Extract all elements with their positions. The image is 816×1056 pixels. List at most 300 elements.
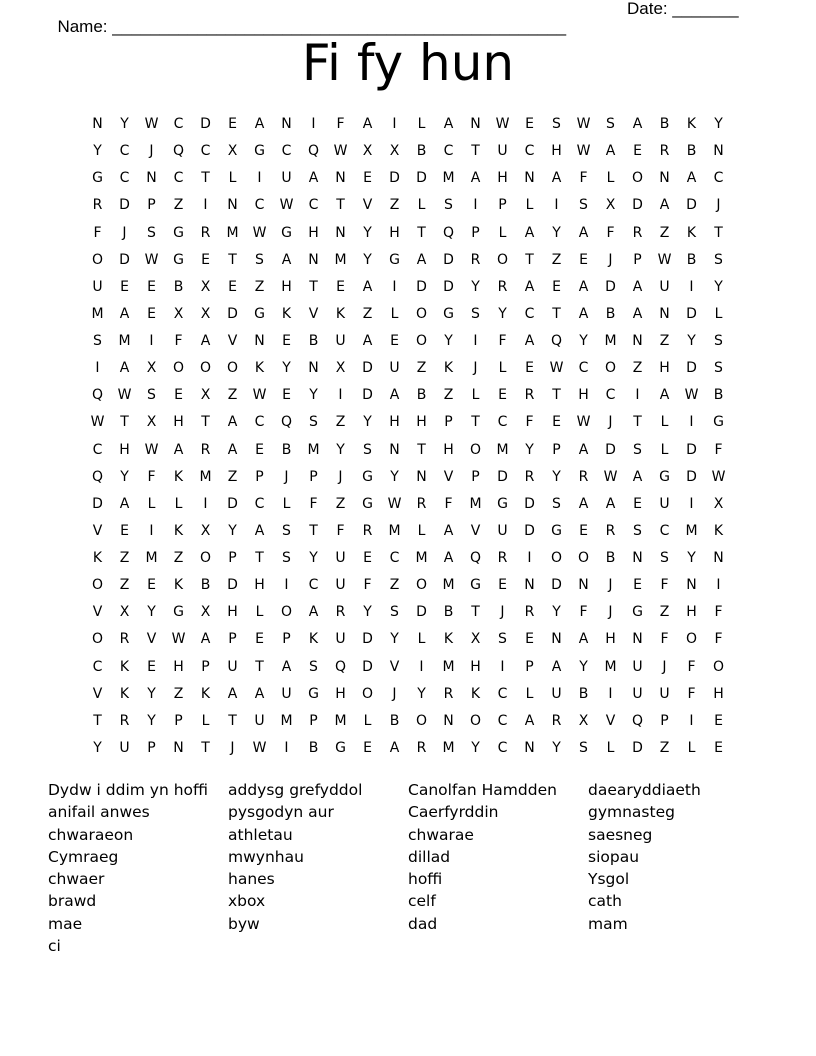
grid-letter: O bbox=[469, 441, 482, 458]
grid-letter: Y bbox=[687, 333, 696, 349]
grid-letter: F bbox=[336, 116, 345, 132]
grid-letter: O bbox=[172, 360, 185, 377]
grid-letter: O bbox=[496, 251, 509, 268]
grid-letter: I bbox=[338, 387, 343, 404]
grid-letter: G bbox=[659, 468, 670, 485]
grid-letter: E bbox=[147, 658, 156, 675]
grid-letter: A bbox=[362, 278, 373, 295]
grid-letter: O bbox=[712, 658, 725, 675]
grid-letter: G bbox=[389, 251, 400, 268]
grid-letter: K bbox=[173, 522, 184, 539]
grid-letter: A bbox=[227, 685, 238, 702]
grid-letter: L bbox=[498, 360, 507, 377]
grid-letter: C bbox=[92, 441, 103, 458]
grid-letter: R bbox=[200, 224, 211, 241]
grid-letter: X bbox=[200, 278, 211, 295]
grid-letter: L bbox=[417, 116, 426, 132]
word-bank-item: siopau bbox=[588, 847, 640, 866]
header bbox=[48, 0, 748, 36]
grid-letter: D bbox=[443, 278, 454, 295]
grid-letter: Y bbox=[579, 658, 588, 675]
grid-letter: G bbox=[92, 170, 103, 187]
grid-letter: K bbox=[443, 631, 454, 648]
grid-letter: D bbox=[686, 305, 697, 322]
grid-letter: Y bbox=[417, 685, 426, 702]
grid-letter: Z bbox=[173, 685, 184, 702]
grid-letter: C bbox=[119, 143, 130, 160]
grid-letter: G bbox=[551, 522, 562, 539]
grid-letter: Y bbox=[552, 604, 561, 621]
grid-letter: L bbox=[660, 414, 669, 431]
grid-letter: S bbox=[309, 658, 318, 675]
grid-letter: E bbox=[552, 278, 561, 295]
grid-letter: E bbox=[633, 143, 642, 160]
grid-letter: Y bbox=[147, 604, 156, 621]
grid-letter: F bbox=[714, 441, 723, 458]
grid-letter: R bbox=[335, 604, 346, 621]
grid-letter: Y bbox=[714, 116, 723, 132]
grid-letter: H bbox=[416, 414, 427, 431]
grid-letter: A bbox=[281, 658, 292, 675]
grid-letter: B bbox=[308, 333, 319, 349]
grid-letter: B bbox=[173, 278, 184, 295]
grid-letter: W bbox=[171, 631, 186, 648]
grid-letter: M bbox=[118, 333, 131, 349]
grid-letter: S bbox=[714, 251, 723, 268]
grid-letter: E bbox=[525, 116, 534, 132]
grid-letter: P bbox=[498, 197, 507, 214]
grid-letter: L bbox=[147, 495, 156, 512]
grid-letter: I bbox=[635, 387, 640, 404]
grid-letter: N bbox=[632, 550, 643, 566]
grid-letter: J bbox=[338, 468, 343, 485]
grid-letter: F bbox=[363, 577, 372, 594]
word-bank-item: athletau bbox=[228, 825, 293, 844]
grid-letter: I bbox=[689, 414, 694, 431]
grid-letter: D bbox=[362, 631, 373, 648]
grid-letter: Y bbox=[552, 468, 561, 485]
grid-letter: C bbox=[173, 170, 184, 187]
grid-letter: H bbox=[281, 278, 292, 295]
grid-letter: Y bbox=[444, 333, 453, 349]
grid-letter: N bbox=[632, 333, 643, 349]
grid-letter: A bbox=[524, 278, 535, 295]
grid-letter: N bbox=[308, 251, 319, 268]
grid-letter: S bbox=[660, 550, 669, 566]
grid-letter: I bbox=[95, 360, 100, 377]
grid-letter: T bbox=[471, 604, 480, 621]
grid-letter: D bbox=[605, 278, 616, 295]
grid-letter: Z bbox=[443, 387, 454, 404]
grid-letter: Z bbox=[659, 604, 670, 621]
grid-letter: S bbox=[147, 387, 156, 404]
grid-letter: L bbox=[282, 495, 291, 512]
grid-letter: Q bbox=[334, 658, 347, 675]
grid-letter: K bbox=[281, 305, 292, 322]
grid-letter: Z bbox=[254, 278, 265, 295]
grid-letter: H bbox=[443, 441, 454, 458]
grid-letter: L bbox=[417, 522, 426, 539]
grid-letter: E bbox=[579, 522, 588, 539]
grid-letter: A bbox=[227, 414, 238, 431]
grid-letter: A bbox=[362, 116, 373, 132]
grid-letter: C bbox=[254, 197, 265, 214]
grid-letter: A bbox=[659, 387, 670, 404]
grid-letter: A bbox=[254, 685, 265, 702]
grid-letter: E bbox=[147, 278, 156, 295]
grid-letter: N bbox=[281, 116, 292, 132]
grid-letter: H bbox=[119, 441, 130, 458]
grid-letter: M bbox=[307, 441, 320, 458]
grid-letter: H bbox=[605, 631, 616, 648]
grid-letter: B bbox=[686, 143, 697, 160]
grid-letter: A bbox=[443, 522, 454, 539]
grid-letter: R bbox=[497, 550, 508, 566]
grid-letter: T bbox=[228, 251, 237, 268]
grid-letter: F bbox=[606, 224, 615, 241]
grid-letter: A bbox=[119, 495, 130, 512]
grid-letter: X bbox=[605, 197, 616, 214]
grid-letter: E bbox=[147, 577, 156, 594]
grid-letter: O bbox=[415, 333, 428, 349]
grid-letter: W bbox=[117, 387, 132, 404]
grid-letter: H bbox=[389, 224, 400, 241]
grid-letter: W bbox=[387, 495, 402, 512]
grid-letter: U bbox=[497, 143, 508, 160]
grid-letter: C bbox=[659, 522, 670, 539]
grid-letter: Y bbox=[228, 522, 237, 539]
grid-letter: D bbox=[92, 495, 103, 512]
grid-letter: H bbox=[578, 387, 589, 404]
grid-letter: N bbox=[713, 143, 724, 160]
grid-letter: J bbox=[608, 604, 613, 621]
grid-letter: Z bbox=[659, 333, 670, 349]
grid-letter: D bbox=[200, 116, 211, 132]
grid-letter: Z bbox=[119, 550, 130, 566]
word-bank-item: pysgodyn aur bbox=[228, 803, 334, 822]
grid-letter: T bbox=[201, 739, 210, 756]
grid-letter: R bbox=[200, 441, 211, 458]
grid-letter: U bbox=[335, 577, 346, 594]
grid-letter: H bbox=[389, 414, 400, 431]
grid-letter: O bbox=[604, 360, 617, 377]
grid-letter: F bbox=[687, 685, 696, 702]
grid-letter: O bbox=[577, 550, 590, 566]
grid-letter: L bbox=[606, 170, 615, 187]
grid-letter: K bbox=[200, 685, 211, 702]
grid-letter: Z bbox=[659, 739, 670, 756]
grid-letter: H bbox=[227, 604, 238, 621]
grid-letter: H bbox=[686, 604, 697, 621]
grid-letter: A bbox=[281, 251, 292, 268]
grid-letter: L bbox=[228, 170, 237, 187]
grid-letter: Z bbox=[119, 577, 130, 594]
grid-letter: G bbox=[362, 468, 373, 485]
grid-letter: A bbox=[200, 333, 211, 349]
grid-letter: F bbox=[660, 631, 669, 648]
grid-letter: P bbox=[552, 441, 561, 458]
grid-letter: I bbox=[392, 116, 397, 132]
grid-letter: C bbox=[254, 414, 265, 431]
grid-letter: R bbox=[497, 278, 508, 295]
word-bank-item: brawd bbox=[48, 892, 97, 911]
grid-letter: N bbox=[389, 441, 400, 458]
grid-letter: F bbox=[525, 414, 534, 431]
grid-letter: N bbox=[713, 550, 724, 566]
grid-letter: L bbox=[525, 685, 534, 702]
grid-letter: K bbox=[470, 685, 481, 702]
grid-letter: U bbox=[92, 278, 103, 295]
grid-letter: Z bbox=[227, 468, 238, 485]
grid-letter: L bbox=[201, 712, 210, 729]
grid-letter: A bbox=[119, 305, 130, 322]
grid-letter: J bbox=[149, 143, 154, 160]
grid-letter: T bbox=[471, 143, 480, 160]
grid-letter: L bbox=[714, 305, 723, 322]
grid-letter: T bbox=[201, 414, 210, 431]
grid-letter: R bbox=[119, 712, 130, 729]
grid-letter: E bbox=[714, 712, 723, 729]
grid-letter: C bbox=[497, 685, 508, 702]
grid-letter: X bbox=[578, 712, 589, 729]
grid-letter: X bbox=[146, 360, 157, 377]
grid-letter: I bbox=[419, 658, 424, 675]
word-bank-item: hoffi bbox=[408, 870, 443, 889]
grid-letter: E bbox=[579, 251, 588, 268]
grid-letter: S bbox=[309, 414, 318, 431]
grid-letter: D bbox=[416, 170, 427, 187]
grid-letter: Y bbox=[390, 631, 399, 648]
grid-letter: S bbox=[255, 251, 264, 268]
grid-letter: U bbox=[659, 278, 670, 295]
word-bank-item: xbox bbox=[228, 892, 266, 911]
word-bank bbox=[48, 779, 768, 957]
grid-letter: K bbox=[254, 360, 265, 377]
grid-letter: F bbox=[336, 522, 345, 539]
grid-letter: K bbox=[686, 116, 697, 132]
grid-letter: C bbox=[578, 360, 589, 377]
grid-letter: Z bbox=[389, 577, 400, 594]
grid-letter: U bbox=[632, 658, 643, 675]
grid-letter: N bbox=[146, 170, 157, 187]
grid-letter: X bbox=[713, 495, 724, 512]
grid-letter: G bbox=[497, 495, 508, 512]
grid-letter: Y bbox=[336, 441, 345, 458]
grid-letter: H bbox=[497, 170, 508, 187]
grid-letter: I bbox=[689, 495, 694, 512]
grid-letter: J bbox=[500, 604, 505, 621]
grid-letter: Y bbox=[471, 739, 480, 756]
grid-letter: N bbox=[308, 360, 319, 377]
grid-letter: I bbox=[311, 116, 316, 132]
grid-letter: X bbox=[389, 143, 400, 160]
word-bank-item: daearyddiaeth bbox=[588, 781, 701, 799]
grid-letter: N bbox=[578, 577, 589, 594]
grid-letter: G bbox=[173, 604, 184, 621]
grid-letter: U bbox=[281, 685, 292, 702]
grid-letter: G bbox=[335, 739, 346, 756]
word-bank-item: Canolfan Hamdden bbox=[408, 781, 557, 799]
grid-letter: V bbox=[92, 522, 103, 539]
grid-letter: E bbox=[390, 333, 399, 349]
grid-letter: A bbox=[389, 387, 400, 404]
grid-letter: D bbox=[632, 739, 643, 756]
grid-letter: D bbox=[524, 495, 535, 512]
word-bank-item: addysg grefyddol bbox=[228, 781, 363, 799]
grid-letter: P bbox=[228, 550, 237, 566]
grid-letter: D bbox=[227, 495, 238, 512]
grid-letter: D bbox=[416, 278, 427, 295]
grid-letter: Q bbox=[91, 387, 104, 404]
grid-letter: D bbox=[416, 604, 427, 621]
grid-letter: Y bbox=[390, 468, 399, 485]
grid-letter: I bbox=[608, 685, 613, 702]
grid-letter: K bbox=[713, 522, 724, 539]
grid-letter: A bbox=[605, 495, 616, 512]
word-bank-item: mwynhau bbox=[228, 847, 304, 866]
grid-letter: K bbox=[443, 360, 454, 377]
grid-letter: E bbox=[282, 387, 291, 404]
grid-letter: D bbox=[119, 197, 130, 214]
grid-letter: U bbox=[119, 739, 130, 756]
grid-letter: Y bbox=[525, 441, 534, 458]
grid-letter: W bbox=[495, 116, 510, 132]
grid-letter: C bbox=[254, 495, 265, 512]
grid-letter: W bbox=[576, 143, 591, 160]
grid-letter: B bbox=[686, 251, 697, 268]
grid-letter: F bbox=[714, 631, 723, 648]
grid-letter: N bbox=[524, 577, 535, 594]
grid-letter: T bbox=[309, 278, 318, 295]
grid-letter: F bbox=[444, 495, 453, 512]
grid-letter: U bbox=[659, 685, 670, 702]
grid-letter: M bbox=[442, 658, 455, 675]
grid-letter: B bbox=[443, 604, 454, 621]
grid-letter: Z bbox=[416, 360, 427, 377]
grid-letter: E bbox=[498, 387, 507, 404]
word-bank-item: celf bbox=[408, 892, 436, 911]
grid-letter: J bbox=[662, 658, 667, 675]
grid-letter: C bbox=[119, 170, 130, 187]
grid-letter: P bbox=[147, 739, 156, 756]
grid-letter: V bbox=[443, 468, 454, 485]
grid-letter: C bbox=[524, 305, 535, 322]
grid-letter: N bbox=[335, 170, 346, 187]
grid-letter: B bbox=[416, 387, 427, 404]
word-bank-item: gymnasteg bbox=[588, 803, 675, 822]
grid-letter: Y bbox=[363, 604, 372, 621]
grid-letter: B bbox=[605, 305, 616, 322]
grid-letter: I bbox=[689, 278, 694, 295]
grid-letter: G bbox=[308, 685, 319, 702]
word-bank-item: chwarae bbox=[408, 825, 474, 844]
grid-letter: N bbox=[227, 197, 238, 214]
grid-letter: S bbox=[606, 116, 615, 132]
grid-letter: Y bbox=[93, 143, 102, 160]
word-bank-item: saesneg bbox=[588, 825, 653, 844]
grid-letter: E bbox=[228, 278, 237, 295]
grid-letter: C bbox=[713, 170, 724, 187]
word-bank-item: anifail anwes bbox=[48, 803, 150, 822]
grid-letter: I bbox=[554, 197, 559, 214]
grid-letter: T bbox=[417, 441, 426, 458]
grid-letter: N bbox=[470, 116, 481, 132]
grid-letter: Z bbox=[659, 224, 670, 241]
grid-letter: R bbox=[470, 251, 481, 268]
grid-letter: V bbox=[92, 604, 103, 621]
word-bank-item: byw bbox=[228, 914, 260, 933]
grid-letter: M bbox=[496, 441, 509, 458]
grid-letter: G bbox=[173, 251, 184, 268]
grid-letter: E bbox=[498, 577, 507, 594]
grid-letter: K bbox=[173, 468, 184, 485]
grid-letter: X bbox=[173, 305, 184, 322]
grid-letter: R bbox=[524, 604, 535, 621]
grid-letter: W bbox=[657, 251, 672, 268]
grid-letter: P bbox=[255, 468, 264, 485]
grid-letter: R bbox=[551, 712, 562, 729]
grid-letter: A bbox=[578, 631, 589, 648]
grid-letter: Y bbox=[282, 360, 291, 377]
grid-letter: A bbox=[578, 224, 589, 241]
grid-letter: P bbox=[228, 631, 237, 648]
grid-letter: H bbox=[659, 360, 670, 377]
grid-letter: J bbox=[608, 414, 613, 431]
grid-letter: L bbox=[417, 631, 426, 648]
grid-letter: D bbox=[686, 360, 697, 377]
grid-letter: U bbox=[335, 550, 346, 566]
grid-letter: S bbox=[444, 197, 453, 214]
grid-letter: O bbox=[415, 577, 428, 594]
grid-letter: A bbox=[173, 441, 184, 458]
grid-letter: M bbox=[469, 495, 482, 512]
grid-letter: Y bbox=[471, 278, 480, 295]
grid-letter: M bbox=[199, 468, 212, 485]
grid-letter: O bbox=[361, 685, 374, 702]
grid-letter: X bbox=[119, 604, 130, 621]
grid-letter: P bbox=[444, 414, 453, 431]
grid-letter: D bbox=[632, 197, 643, 214]
grid-letter: S bbox=[579, 197, 588, 214]
grid-letter: W bbox=[144, 251, 159, 268]
grid-letter: N bbox=[632, 631, 643, 648]
grid-letter: U bbox=[335, 631, 346, 648]
grid-letter: I bbox=[527, 550, 532, 566]
grid-letter: V bbox=[92, 685, 103, 702]
grid-letter: L bbox=[525, 197, 534, 214]
grid-letter: X bbox=[362, 143, 373, 160]
grid-letter: G bbox=[443, 305, 454, 322]
grid-letter: X bbox=[200, 387, 211, 404]
grid-letter: A bbox=[308, 170, 319, 187]
grid-letter: O bbox=[631, 170, 644, 187]
grid-letter: F bbox=[714, 604, 723, 621]
grid-letter: A bbox=[443, 116, 454, 132]
grid-letter: L bbox=[174, 495, 183, 512]
grid-letter: K bbox=[119, 685, 130, 702]
grid-letter: S bbox=[633, 441, 642, 458]
grid-letter: O bbox=[415, 712, 428, 729]
grid-letter: F bbox=[498, 333, 507, 349]
grid-letter: K bbox=[173, 577, 184, 594]
word-bank-item: ci bbox=[48, 937, 61, 956]
grid-letter: V bbox=[605, 712, 616, 729]
grid-letter: E bbox=[120, 278, 129, 295]
grid-letter: V bbox=[146, 631, 157, 648]
grid-letter: G bbox=[470, 577, 481, 594]
grid-letter: T bbox=[552, 305, 561, 322]
grid-letter: U bbox=[632, 685, 643, 702]
